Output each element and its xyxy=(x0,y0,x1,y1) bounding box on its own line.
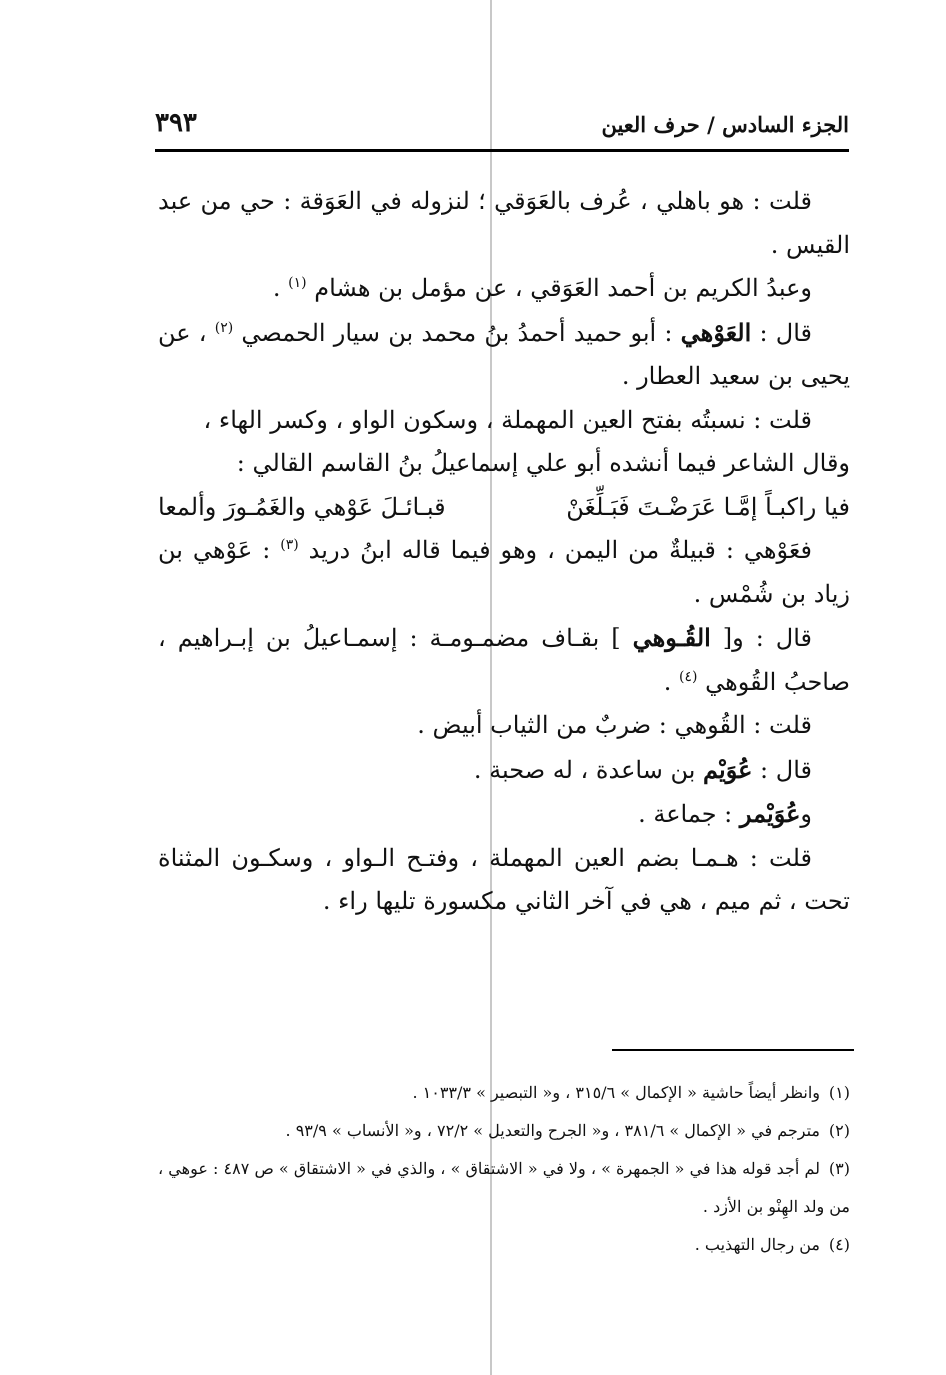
paragraph-4: قلت : نسبتُه بفتح العين المهملة ، وسكون الواو ، وكسر الهاء ، xyxy=(203,405,812,434)
paragraph-3-mid: : أبو حميد أحمدُ بنُ محمد بن سيار الحمصي xyxy=(241,318,681,347)
paragraph-6-end: : عَوْهي بن زياد بن شُمْس . xyxy=(158,536,850,608)
entry-term-awhi: العَوْهي xyxy=(680,317,752,347)
paragraph-3-start: قال : xyxy=(751,318,812,347)
paragraph-6-start: فعَوْهي : قبيلةٌ من اليمن ، وهو فيما قاله ابنُ دريد xyxy=(308,536,812,564)
paragraph-2-end: . xyxy=(272,274,289,302)
paragraph-2 xyxy=(158,267,850,311)
paragraph-1: قلت : هو باهلي ، عُرف بالعَوَقي ؛ لنزوله في العَوَقة : حي من عبد القيس . xyxy=(158,187,850,259)
footnote-4 xyxy=(158,1226,850,1264)
paragraph-10 xyxy=(158,792,850,837)
paragraph-3-end: ، عن يحيى بن سعيد العطار . xyxy=(158,318,850,390)
paragraph-3 xyxy=(158,311,850,399)
footnote-3-text: لم أجد قوله هذا في « الجمهرة » ، ولا في « الاشتقاق » ، والذي في « الاشتقاق » ص ٤٨٧ : عوهي ، من ولد الهِنْو بن الأزد . xyxy=(158,1159,850,1216)
paragraph-8: قلت : القُوهي : ضربٌ من الثياب أبيض . xyxy=(417,711,812,739)
entry-term-quhi: القُـوهي xyxy=(632,623,711,652)
paragraph-7-mid: ] بقـاف مضمـومـة : إسمـاعيلُ بن إبـراهيم ، صاحبُ القُوهي xyxy=(158,624,850,696)
paragraph-11: قلت : هـمـا بضم العين المهملة ، وفتـح الـواو ، وسكـون المثناة تحت ، ثم ميم ، هي في آخر الثاني مكسورة تليها راء . xyxy=(158,843,850,915)
footnotes xyxy=(158,1074,850,1264)
page-header xyxy=(155,108,849,142)
paragraph-9 xyxy=(158,748,850,793)
footnote-2-text: مترجم في « الإكمال » ٣٨١/٦ ، و« الجرح والتعديل » ٧٢/٢ ، و« الأنساب » ٩٣/٩ . xyxy=(285,1121,820,1140)
paragraph-10-end: : جماعة . xyxy=(638,800,740,828)
paragraph-9-end: بن ساعدة ، له صحبة . xyxy=(473,755,704,784)
footnote-3 xyxy=(158,1150,850,1226)
paragraph-5: وقال الشاعر فيما أنشده أبو علي إسماعيلُ بنُ القاسم القالي : xyxy=(236,449,850,477)
paragraph-6 xyxy=(158,529,850,616)
footnote-separator xyxy=(612,1049,854,1051)
entry-term-uwaymir: عُوَيْمر xyxy=(739,799,801,828)
page-number: ٣٩٣ xyxy=(155,108,197,138)
main-text xyxy=(158,180,850,924)
paragraph-7 xyxy=(158,616,850,704)
footnote-3-number: (٣) xyxy=(828,1159,851,1178)
header-rule xyxy=(155,149,849,152)
verse-second-hemistich: قبـائـلَ عَوْهي والغَمُـورَ وألمعا xyxy=(158,492,446,521)
footnote-2-number: (٢) xyxy=(828,1121,850,1140)
verse-first-hemistich: فيا راكبـاً إمَّـا عَرَضْـتَ فَبَـلِّغَنْ xyxy=(566,492,850,521)
footnote-ref-3: (٣) xyxy=(280,537,299,553)
footnote-4-number: (٤) xyxy=(828,1235,850,1254)
footnote-1-number: (١) xyxy=(828,1083,850,1102)
footnote-1 xyxy=(158,1074,850,1112)
footnote-2 xyxy=(158,1112,850,1150)
footnote-ref-1: (١) xyxy=(288,275,307,291)
running-title: الجزء السادس / حرف العين xyxy=(601,112,849,137)
poetry-verse xyxy=(158,486,850,530)
paragraph-10-start: و xyxy=(800,800,812,828)
entry-term-uwaym: عُوَيْم xyxy=(703,754,753,784)
footnote-ref-2: (٢) xyxy=(214,319,234,336)
footnote-1-text: وانظر أيضاً حاشية « الإكمال » ٣١٥/٦ ، و« التبصير » ١٠٣٣/٣ . xyxy=(412,1083,820,1102)
paragraph-7-end: . xyxy=(663,667,679,696)
footnote-ref-4: (٤) xyxy=(678,668,698,685)
paragraph-7-start: قال : و[ xyxy=(710,624,812,652)
paragraph-9-start: قال : xyxy=(752,755,812,784)
footnote-4-text: من رجال التهذيب . xyxy=(694,1235,820,1254)
paragraph-2-text: وعبدُ الكريم بن أحمد العَوَقي ، عن مؤمل بن هشام xyxy=(314,274,812,302)
